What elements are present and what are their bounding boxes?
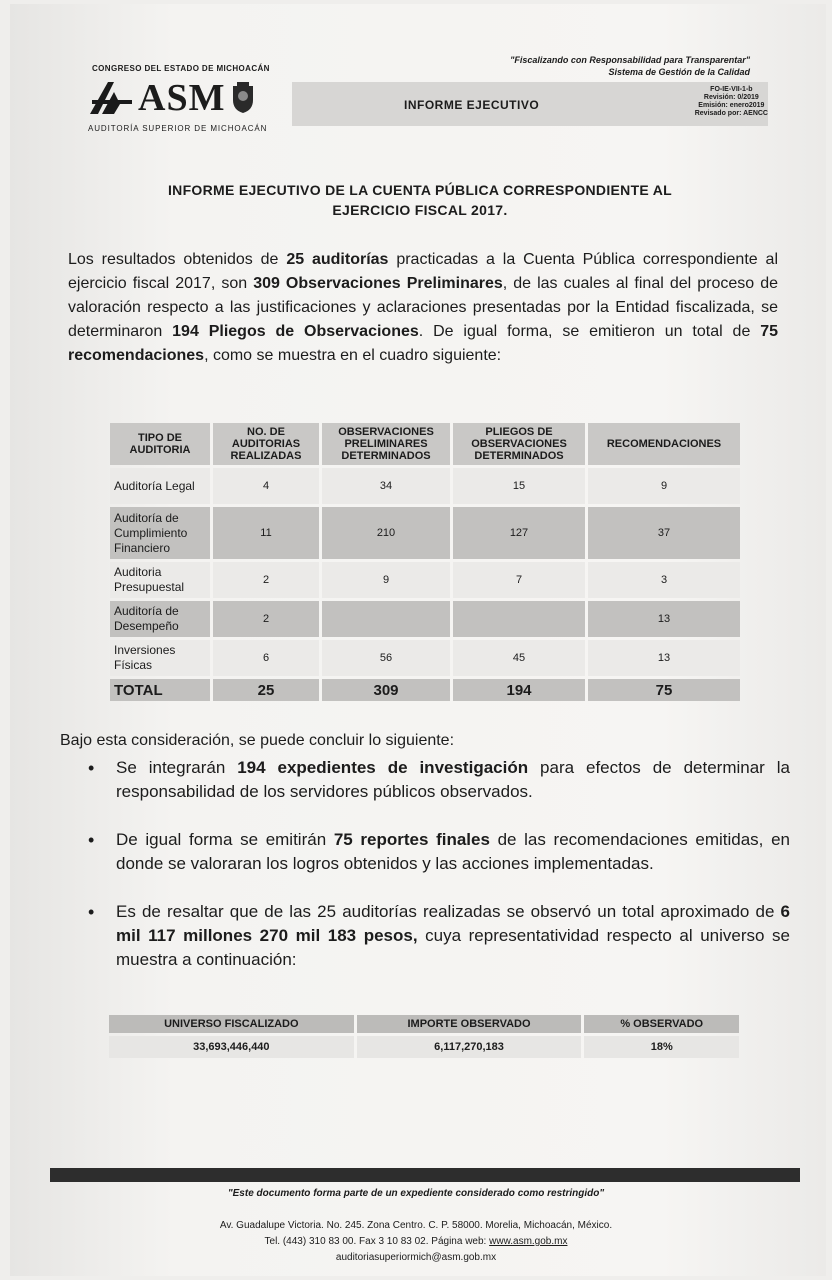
slogan — [510, 54, 750, 78]
bullet-bold: 75 reportes finales — [333, 830, 490, 849]
column-header: % OBSERVADO — [584, 1015, 739, 1033]
cell-tipo: Auditoría de Desempeño — [110, 601, 210, 637]
logo-text: ASM — [138, 77, 226, 119]
list-item — [116, 756, 790, 804]
cell-no: 2 — [213, 562, 319, 598]
slogan-line2: Sistema de Gestión de la Calidad — [608, 67, 750, 77]
phone-text: Tel. (443) 310 83 00. Fax 3 10 83 02. Página web: — [264, 1236, 490, 1247]
summary-row — [109, 1036, 739, 1058]
address-line: Av. Guadalupe Victoria. No. 245. Zona Centro. C. P. 58000. Morelia, Michoacán, México. — [219, 1220, 613, 1231]
cell-rec: 13 — [588, 601, 740, 637]
cell-no: 4 — [213, 468, 319, 504]
conclusion-intro: Bajo esta consideración, se puede concluir lo siguiente: — [60, 732, 455, 749]
cell-tipo: Auditoría Legal — [110, 468, 210, 504]
table-row — [110, 640, 740, 676]
list-item — [116, 900, 790, 972]
intro-paragraph — [68, 248, 778, 368]
importe-value: 6,117,270,183 — [357, 1036, 582, 1058]
table-row — [110, 468, 740, 504]
title-line2: EJERCICIO FISCAL 2017. — [332, 202, 508, 218]
bullet-text: Se integrarán — [116, 758, 238, 777]
cell-obs: 9 — [322, 562, 450, 598]
column-header: OBSERVACIONES PRELIMINARES DETERMINADOS — [322, 423, 450, 465]
cell-pliegos: 127 — [453, 507, 585, 559]
doc-revision: Revisión: 0/2019 — [703, 94, 759, 101]
doc-reviewed-by: Revisado por: AENCC — [694, 110, 768, 117]
intro-text: , de las cuales al final del proceso de valoración respecto a las justificaciones y aclaraciones presentadas por la Entidad fiscalizada, se determinaron — [68, 275, 778, 340]
section-title: INFORME EJECUTIVO — [404, 98, 540, 112]
cell-rec: 37 — [588, 507, 740, 559]
column-header: TIPO DE AUDITORIA — [110, 423, 210, 465]
cell-tipo: Inversiones Físicas — [110, 640, 210, 676]
universo-value: 33,693,446,440 — [109, 1036, 354, 1058]
title-line1: INFORME EJECUTIVO DE LA CUENTA PÚBLICA CORRESPONDIENTE AL — [167, 182, 672, 198]
table-total-row — [110, 679, 740, 701]
table-row — [110, 507, 740, 559]
summary-header-row — [109, 1015, 739, 1033]
table-header-row — [110, 423, 740, 465]
intro-text: Los resultados obtenidos de — [68, 251, 287, 268]
bullet-bold: 194 expedientes de investigación — [237, 758, 529, 777]
website-link[interactable]: www.asm.gob.mx — [489, 1236, 568, 1247]
phone-line — [0, 1234, 832, 1250]
column-header: PLIEGOS DE OBSERVACIONES DETERMINADOS — [453, 423, 585, 465]
doc-emission: Emisión: enero2019 — [698, 102, 765, 109]
intro-bold: 194 Pliegos de Observaciones — [172, 323, 419, 340]
table-row — [110, 562, 740, 598]
cell-obs: 34 — [322, 468, 450, 504]
percent-value: 18% — [584, 1036, 739, 1058]
org-bottom-label: AUDITORÍA SUPERIOR DE MICHOACÁN — [88, 124, 268, 133]
cell-obs: 309 — [322, 679, 450, 701]
doc-code: FO-IE-VII-1-b — [710, 86, 753, 93]
cell-tipo: TOTAL — [110, 679, 210, 701]
cell-tipo: Auditoría de Cumplimiento Financiero — [110, 507, 210, 559]
list-item — [116, 828, 790, 876]
cell-rec: 75 — [588, 679, 740, 701]
document-code — [695, 86, 768, 118]
email-link[interactable]: auditoriasuperiormich@asm.gob.mx — [335, 1252, 497, 1263]
cell-rec: 13 — [588, 640, 740, 676]
intro-text: practicadas a la Cuenta Pública correspondiente al ejercicio fiscal 2017, son — [68, 251, 779, 292]
intro-text: , como se muestra en el cuadro siguiente: — [204, 347, 502, 364]
cell-obs — [322, 601, 450, 637]
slogan-line1: "Fiscalizando con Responsabilidad para Transparentar" — [510, 55, 750, 65]
cell-pliegos — [453, 601, 585, 637]
intro-bold: 309 Observaciones Preliminares — [253, 275, 503, 292]
cell-no: 2 — [213, 601, 319, 637]
restricted-notice: "Este documento forma parte de un expediente considerado como restringido" — [227, 1188, 605, 1199]
asm-logo — [88, 76, 255, 120]
cell-pliegos: 45 — [453, 640, 585, 676]
bullet-bold: 6 mil 117 millones 270 mil 183 pesos, — [116, 902, 790, 945]
cell-rec: 9 — [588, 468, 740, 504]
cell-pliegos: 194 — [453, 679, 585, 701]
cell-obs: 56 — [322, 640, 450, 676]
asm-logo-mark-icon — [88, 80, 136, 116]
column-header: NO. DE AUDITORIAS REALIZADAS — [213, 423, 319, 465]
intro-text: . De igual forma, se emitieron un total de — [418, 323, 761, 340]
cell-tipo: Auditoria Presupuestal — [110, 562, 210, 598]
column-header: IMPORTE OBSERVADO — [357, 1015, 582, 1033]
footer-bar — [50, 1168, 800, 1182]
document-title — [92, 180, 748, 220]
bullet-text: cuya representatividad respecto al universo se muestra a continuación: — [116, 926, 790, 969]
cell-no: 6 — [213, 640, 319, 676]
table-row — [110, 601, 740, 637]
summary-table — [106, 1012, 742, 1061]
cell-no: 11 — [213, 507, 319, 559]
cell-rec: 3 — [588, 562, 740, 598]
org-top-label: CONGRESO DEL ESTADO DE MICHOACÁN — [92, 64, 270, 73]
bullet-text: De igual forma se emitirán — [116, 830, 334, 849]
coat-of-arms-icon — [231, 82, 255, 114]
column-header: RECOMENDACIONES — [588, 423, 740, 465]
cell-pliegos: 15 — [453, 468, 585, 504]
intro-bold: 25 auditorías — [286, 251, 389, 268]
bullet-text: para efectos de determinar la responsabilidad de los servidores públicos observados. — [116, 758, 790, 801]
intro-bold: 75 recomendaciones — [68, 323, 779, 364]
bullet-text: de las recomendaciones emitidas, en donde se valoraran los logros obtenidos y las acciones implementadas. — [116, 830, 790, 873]
bullet-text: Es de resaltar que de las 25 auditorías realizadas se observó un total aproximado de — [116, 902, 781, 921]
cell-no: 25 — [213, 679, 319, 701]
audits-table — [107, 420, 743, 704]
footer-address — [0, 1218, 832, 1266]
column-header: UNIVERSO FISCALIZADO — [109, 1015, 354, 1033]
cell-obs: 210 — [322, 507, 450, 559]
conclusion-list — [116, 756, 790, 996]
cell-pliegos: 7 — [453, 562, 585, 598]
